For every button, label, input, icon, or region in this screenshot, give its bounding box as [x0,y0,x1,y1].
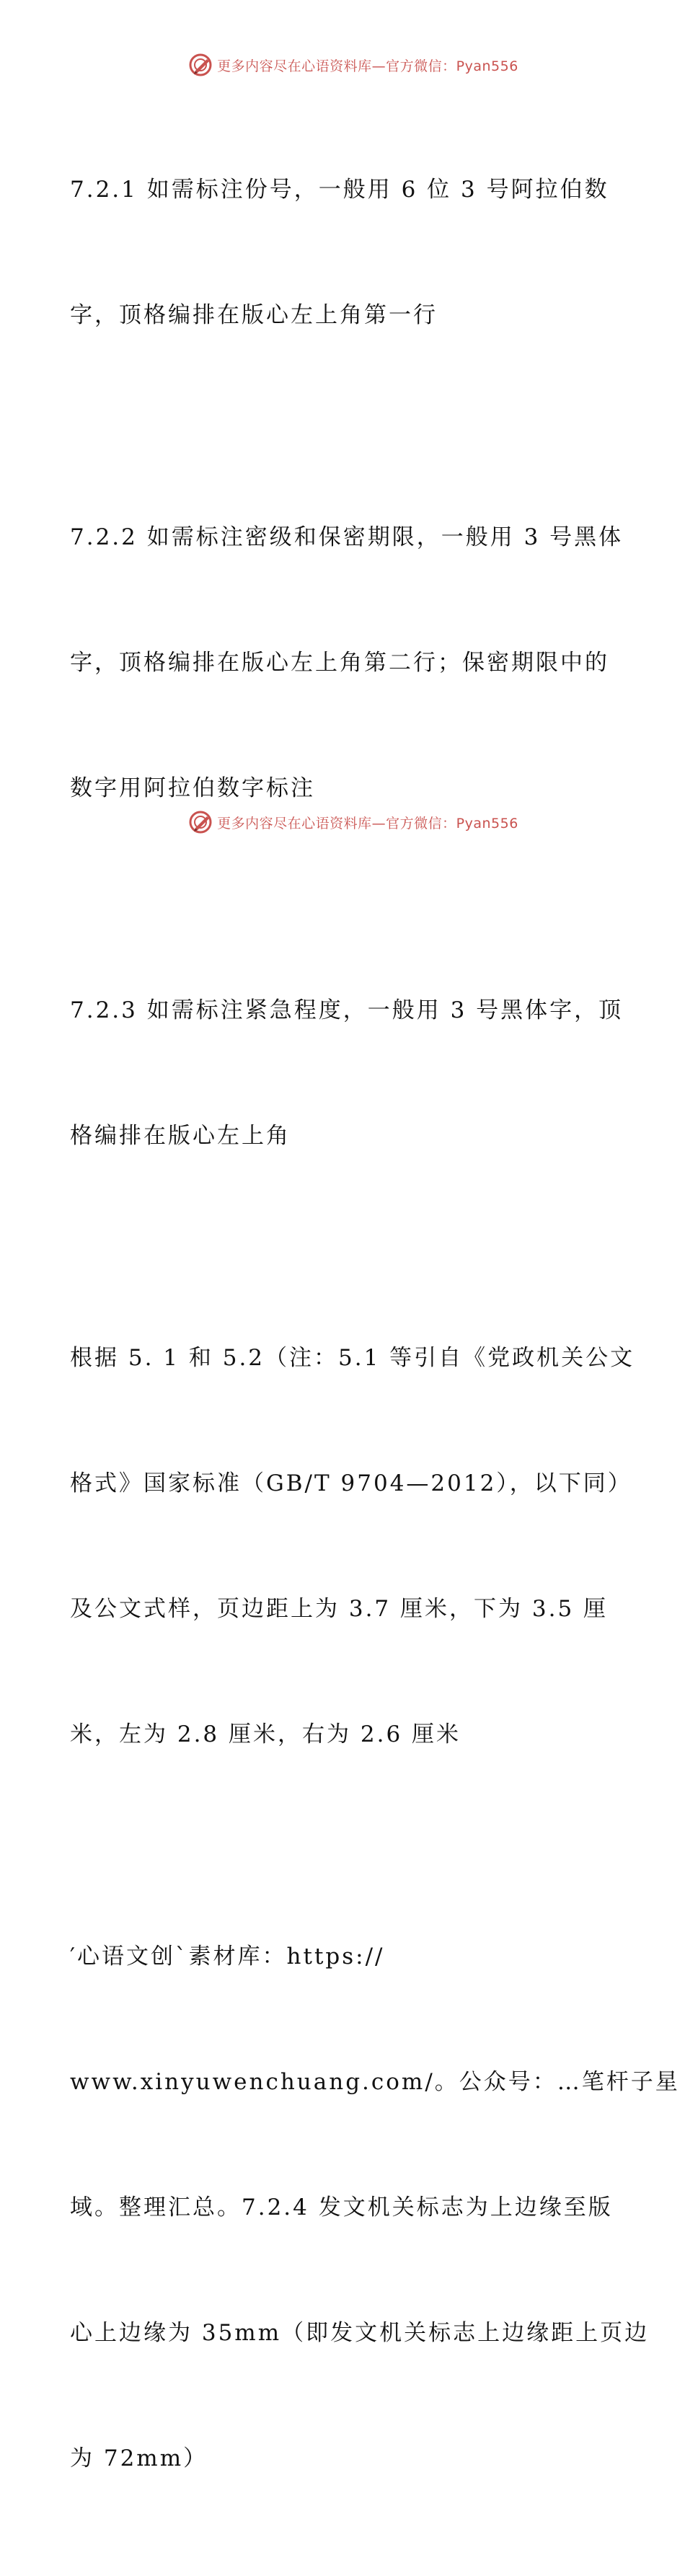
header-banner [0,52,685,78]
text-line: www.xinyuwenchuang.com/。公众号：…笔杆子星 [70,2069,680,2095]
paragraph-source-and-7-2-4 [70,1852,680,2563]
text-line: 数字用阿拉伯数字标注 [70,775,315,801]
document-body [70,85,680,2576]
text-line: 7.2.3 如需标注紧急程度，一般用 3 号黑体字，顶 [70,997,624,1023]
text-line: 域。整理汇总。7.2.4 发文机关标志为上边缘至版 [70,2195,613,2220]
text-line: 字，顶格编排在版心左上角第一行 [70,302,438,328]
header-banner-content [188,53,518,77]
text-line: 7.2.2 如需标注密级和保密期限，一般用 3 号黑体 [70,524,624,550]
text-line: 根据 5. 1 和 5.2（注：5.1 等引自《党政机关公文 [70,1345,635,1371]
text-line: 心上边缘为 35mm（即发文机关标志上边缘距上页边 [70,2320,650,2346]
paragraph-page-margins [70,1253,635,1839]
footer-banner [0,809,685,835]
text-line: ′心语文创`素材库：https:// [70,1944,385,1970]
pen-logo-icon [188,810,213,834]
paragraph-7-2-3 [70,906,625,1240]
text-line: 及公文式样，页边距上为 3.7 厘米，下为 3.5 厘 [70,1596,609,1622]
text-line: 格式》国家标准（GB/T 9704—2012），以下同） [70,1470,632,1496]
text-line: 字，顶格编排在版心左上角第二行；保密期限中的 [70,650,609,676]
paragraph-7-2-1 [70,85,625,420]
footer-banner-text: 更多内容尽在心语资料库—官方微信：Pyan556 [217,815,518,832]
text-line: 米，左为 2.8 厘米，右为 2.6 厘米 [70,1721,461,1747]
header-banner-text: 更多内容尽在心语资料库—官方微信：Pyan556 [217,58,518,74]
pen-logo-icon [188,53,213,77]
text-line: 为 72mm） [70,2445,208,2471]
footer-banner-content [188,810,518,834]
text-line: 7.2.1 如需标注份号，一般用 6 位 3 号阿拉伯数 [70,177,609,203]
text-line: 格编排在版心左上角 [70,1123,291,1149]
